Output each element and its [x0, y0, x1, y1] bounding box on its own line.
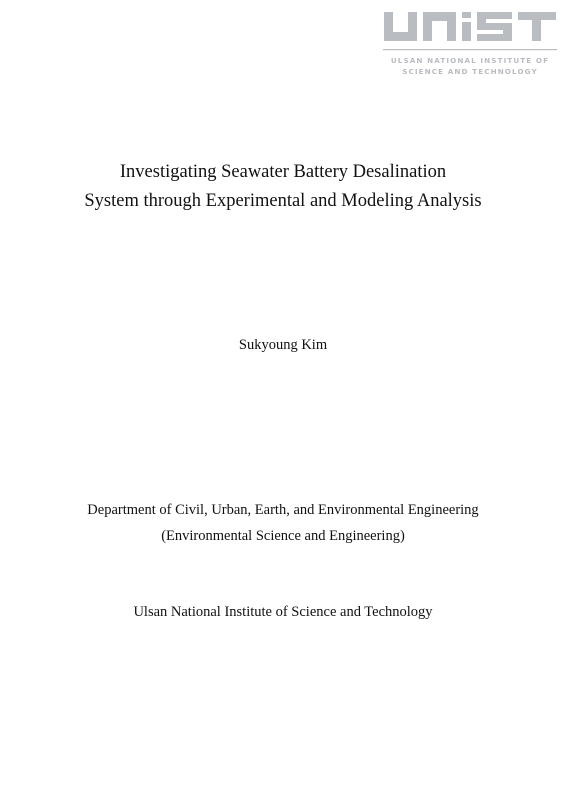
thesis-title-line1: Investigating Seawater Battery Desalination	[119, 162, 447, 182]
thesis-title	[0, 158, 566, 216]
unist-logo	[383, 12, 557, 82]
author-name: Sukyoung Kim	[238, 337, 328, 353]
department	[0, 497, 566, 549]
department-line1: Department of Civil, Urban, Earth, and Environmental Engineering	[87, 502, 479, 518]
thesis-title-line2: System through Experimental and Modeling Analysis	[84, 191, 482, 211]
institution-name: Ulsan National Institute of Science and Technology	[133, 604, 433, 620]
logo-subtitle-line2: SCIENCE AND TECHNOLOGY	[402, 67, 538, 76]
department-line2: (Environmental Science and Engineering)	[161, 528, 405, 544]
logo-subtitle-line1: ULSAN NATIONAL INSTITUTE OF	[390, 56, 550, 65]
unist-wordmark-icon	[383, 12, 557, 54]
